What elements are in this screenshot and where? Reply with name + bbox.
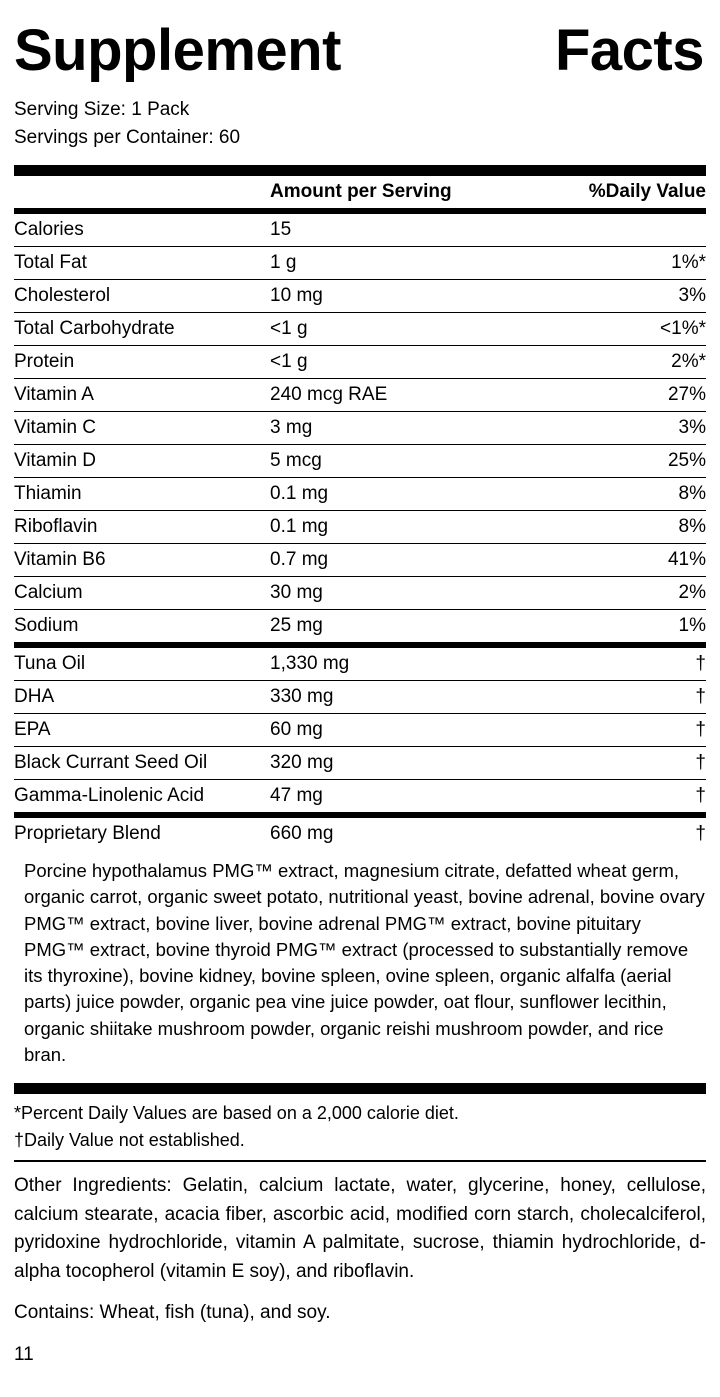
- top-thick-rule: [14, 165, 706, 176]
- table-row: [14, 478, 706, 511]
- row-name: Calcium: [14, 577, 270, 610]
- row-daily-value: 3%: [547, 412, 706, 445]
- row-daily-value: †: [547, 780, 706, 816]
- row-daily-value: 8%: [547, 478, 706, 511]
- row-name: Gamma-Linolenic Acid: [14, 780, 270, 816]
- row-name: Vitamin B6: [14, 544, 270, 577]
- header-amount-per-serving: Amount per Serving: [270, 181, 452, 203]
- table-row: [14, 780, 706, 816]
- row-amount: 330 mg: [270, 681, 547, 714]
- row-amount: 60 mg: [270, 714, 547, 747]
- title-word-supplement: Supplement: [14, 18, 341, 83]
- row-amount: <1 g: [270, 346, 547, 379]
- row-daily-value: †: [547, 714, 706, 747]
- row-amount: 30 mg: [270, 577, 547, 610]
- table-row: [14, 610, 706, 646]
- table-row: [14, 511, 706, 544]
- footnote-percent-daily-value: *Percent Daily Values are based on a 2,000 calorie diet.: [14, 1103, 459, 1124]
- row-amount: 240 mcg RAE: [270, 379, 547, 412]
- row-name: Total Fat: [14, 247, 270, 280]
- bottom-thick-rule: [14, 1083, 706, 1094]
- row-name: Vitamin A: [14, 379, 270, 412]
- serving-info: [14, 96, 706, 151]
- table-row: [14, 247, 706, 280]
- row-name: Riboflavin: [14, 511, 270, 544]
- serving-size: Serving Size: 1 Pack: [14, 99, 190, 120]
- row-name: Calories: [14, 211, 270, 247]
- row-daily-value: 1%: [547, 610, 706, 646]
- table-row: [14, 346, 706, 379]
- servings-per-container: Servings per Container: 60: [14, 126, 241, 148]
- blend-name: Proprietary Blend: [14, 815, 270, 850]
- row-daily-value: 8%: [547, 511, 706, 544]
- footnotes: [14, 1094, 706, 1154]
- other-ingredients: Other Ingredients: Gelatin, calcium lactate, water, glycerine, honey, cellulose, calcium stearate, acacia fiber, ascorbic acid, modified corn starch, cholecalciferol, pyridoxine hydrochloride, vitamin A palmitate, sucrose, thiamin hydrochloride, d-alpha tocopherol (vitamin E soy), and riboflavin.: [14, 1175, 706, 1282]
- row-name: Tuna Oil: [14, 645, 270, 681]
- blend-daily-value: †: [547, 815, 706, 850]
- table-row: [14, 577, 706, 610]
- row-amount: <1 g: [270, 313, 547, 346]
- page-number: 11: [14, 1344, 34, 1366]
- row-amount: 47 mg: [270, 780, 547, 816]
- row-daily-value: 25%: [547, 445, 706, 478]
- row-daily-value: 2%: [547, 577, 706, 610]
- row-amount: 1 g: [270, 247, 547, 280]
- footnote-daily-value-not-established: †Daily Value not established.: [14, 1130, 245, 1151]
- table-row-blend-description: [14, 850, 706, 1081]
- blend-amount: 660 mg: [270, 815, 547, 850]
- table-header: [14, 176, 706, 211]
- row-name: Vitamin C: [14, 412, 270, 445]
- row-name: Thiamin: [14, 478, 270, 511]
- row-amount: 5 mcg: [270, 445, 547, 478]
- row-name: Protein: [14, 346, 270, 379]
- table-row: [14, 379, 706, 412]
- title-word-facts: Facts: [554, 18, 704, 83]
- row-name: Sodium: [14, 610, 270, 646]
- nutrition-table: [14, 176, 706, 1081]
- row-amount: 3 mg: [270, 412, 547, 445]
- row-name: Total Carbohydrate: [14, 313, 270, 346]
- row-daily-value: 1%*: [547, 247, 706, 280]
- row-name: Vitamin D: [14, 445, 270, 478]
- page-title: [14, 0, 706, 83]
- table-row: [14, 714, 706, 747]
- row-amount: 15: [270, 211, 547, 247]
- row-amount: 320 mg: [270, 747, 547, 780]
- table-row: [14, 747, 706, 780]
- row-daily-value: 41%: [547, 544, 706, 577]
- row-daily-value: 3%: [547, 280, 706, 313]
- row-amount: 10 mg: [270, 280, 547, 313]
- row-amount: 0.1 mg: [270, 511, 547, 544]
- table-row: [14, 412, 706, 445]
- table-body: [14, 211, 706, 1081]
- header-nutrient: [14, 176, 270, 211]
- table-row: [14, 313, 706, 346]
- row-name: DHA: [14, 681, 270, 714]
- contains-allergens: Contains: Wheat, fish (tuna), and soy.: [14, 1302, 331, 1324]
- table-row: [14, 681, 706, 714]
- table-row: [14, 445, 706, 478]
- table-row-proprietary-blend: [14, 815, 706, 850]
- table-row: [14, 211, 706, 247]
- row-name: Cholesterol: [14, 280, 270, 313]
- table-row: [14, 645, 706, 681]
- row-daily-value: 2%*: [547, 346, 706, 379]
- row-daily-value: <1%*: [547, 313, 706, 346]
- row-amount: 0.1 mg: [270, 478, 547, 511]
- row-amount: 25 mg: [270, 610, 547, 646]
- row-daily-value: †: [547, 747, 706, 780]
- table-row: [14, 280, 706, 313]
- row-daily-value: [547, 211, 706, 247]
- row-name: Black Currant Seed Oil: [14, 747, 270, 780]
- blend-ingredient-list: Porcine hypothalamus PMG™ extract, magnesium citrate, defatted wheat germ, organic carrot, organic sweet potato, nutritional yeast, bovine adrenal, bovine ovary PMG™ extract, bovine liver, bovine adrenal PMG™ extract, bovine pituitary PMG™ extract, bovine thyroid PMG™ extract (processed to substantially remove its thyroxine), bovine kidney, bovine spleen, ovine spleen, organic alfalfa (aerial parts) juice powder, organic pea vine juice powder, oat flour, sunflower lecithin, organic shiitake mushroom powder, organic reishi mushroom powder, and rice bran.: [24, 860, 705, 1065]
- table-row: [14, 544, 706, 577]
- header-daily-value: %Daily Value: [588, 181, 706, 203]
- row-amount: 0.7 mg: [270, 544, 547, 577]
- row-daily-value: †: [547, 681, 706, 714]
- row-name: EPA: [14, 714, 270, 747]
- row-daily-value: 27%: [547, 379, 706, 412]
- row-daily-value: †: [547, 645, 706, 681]
- row-amount: 1,330 mg: [270, 645, 547, 681]
